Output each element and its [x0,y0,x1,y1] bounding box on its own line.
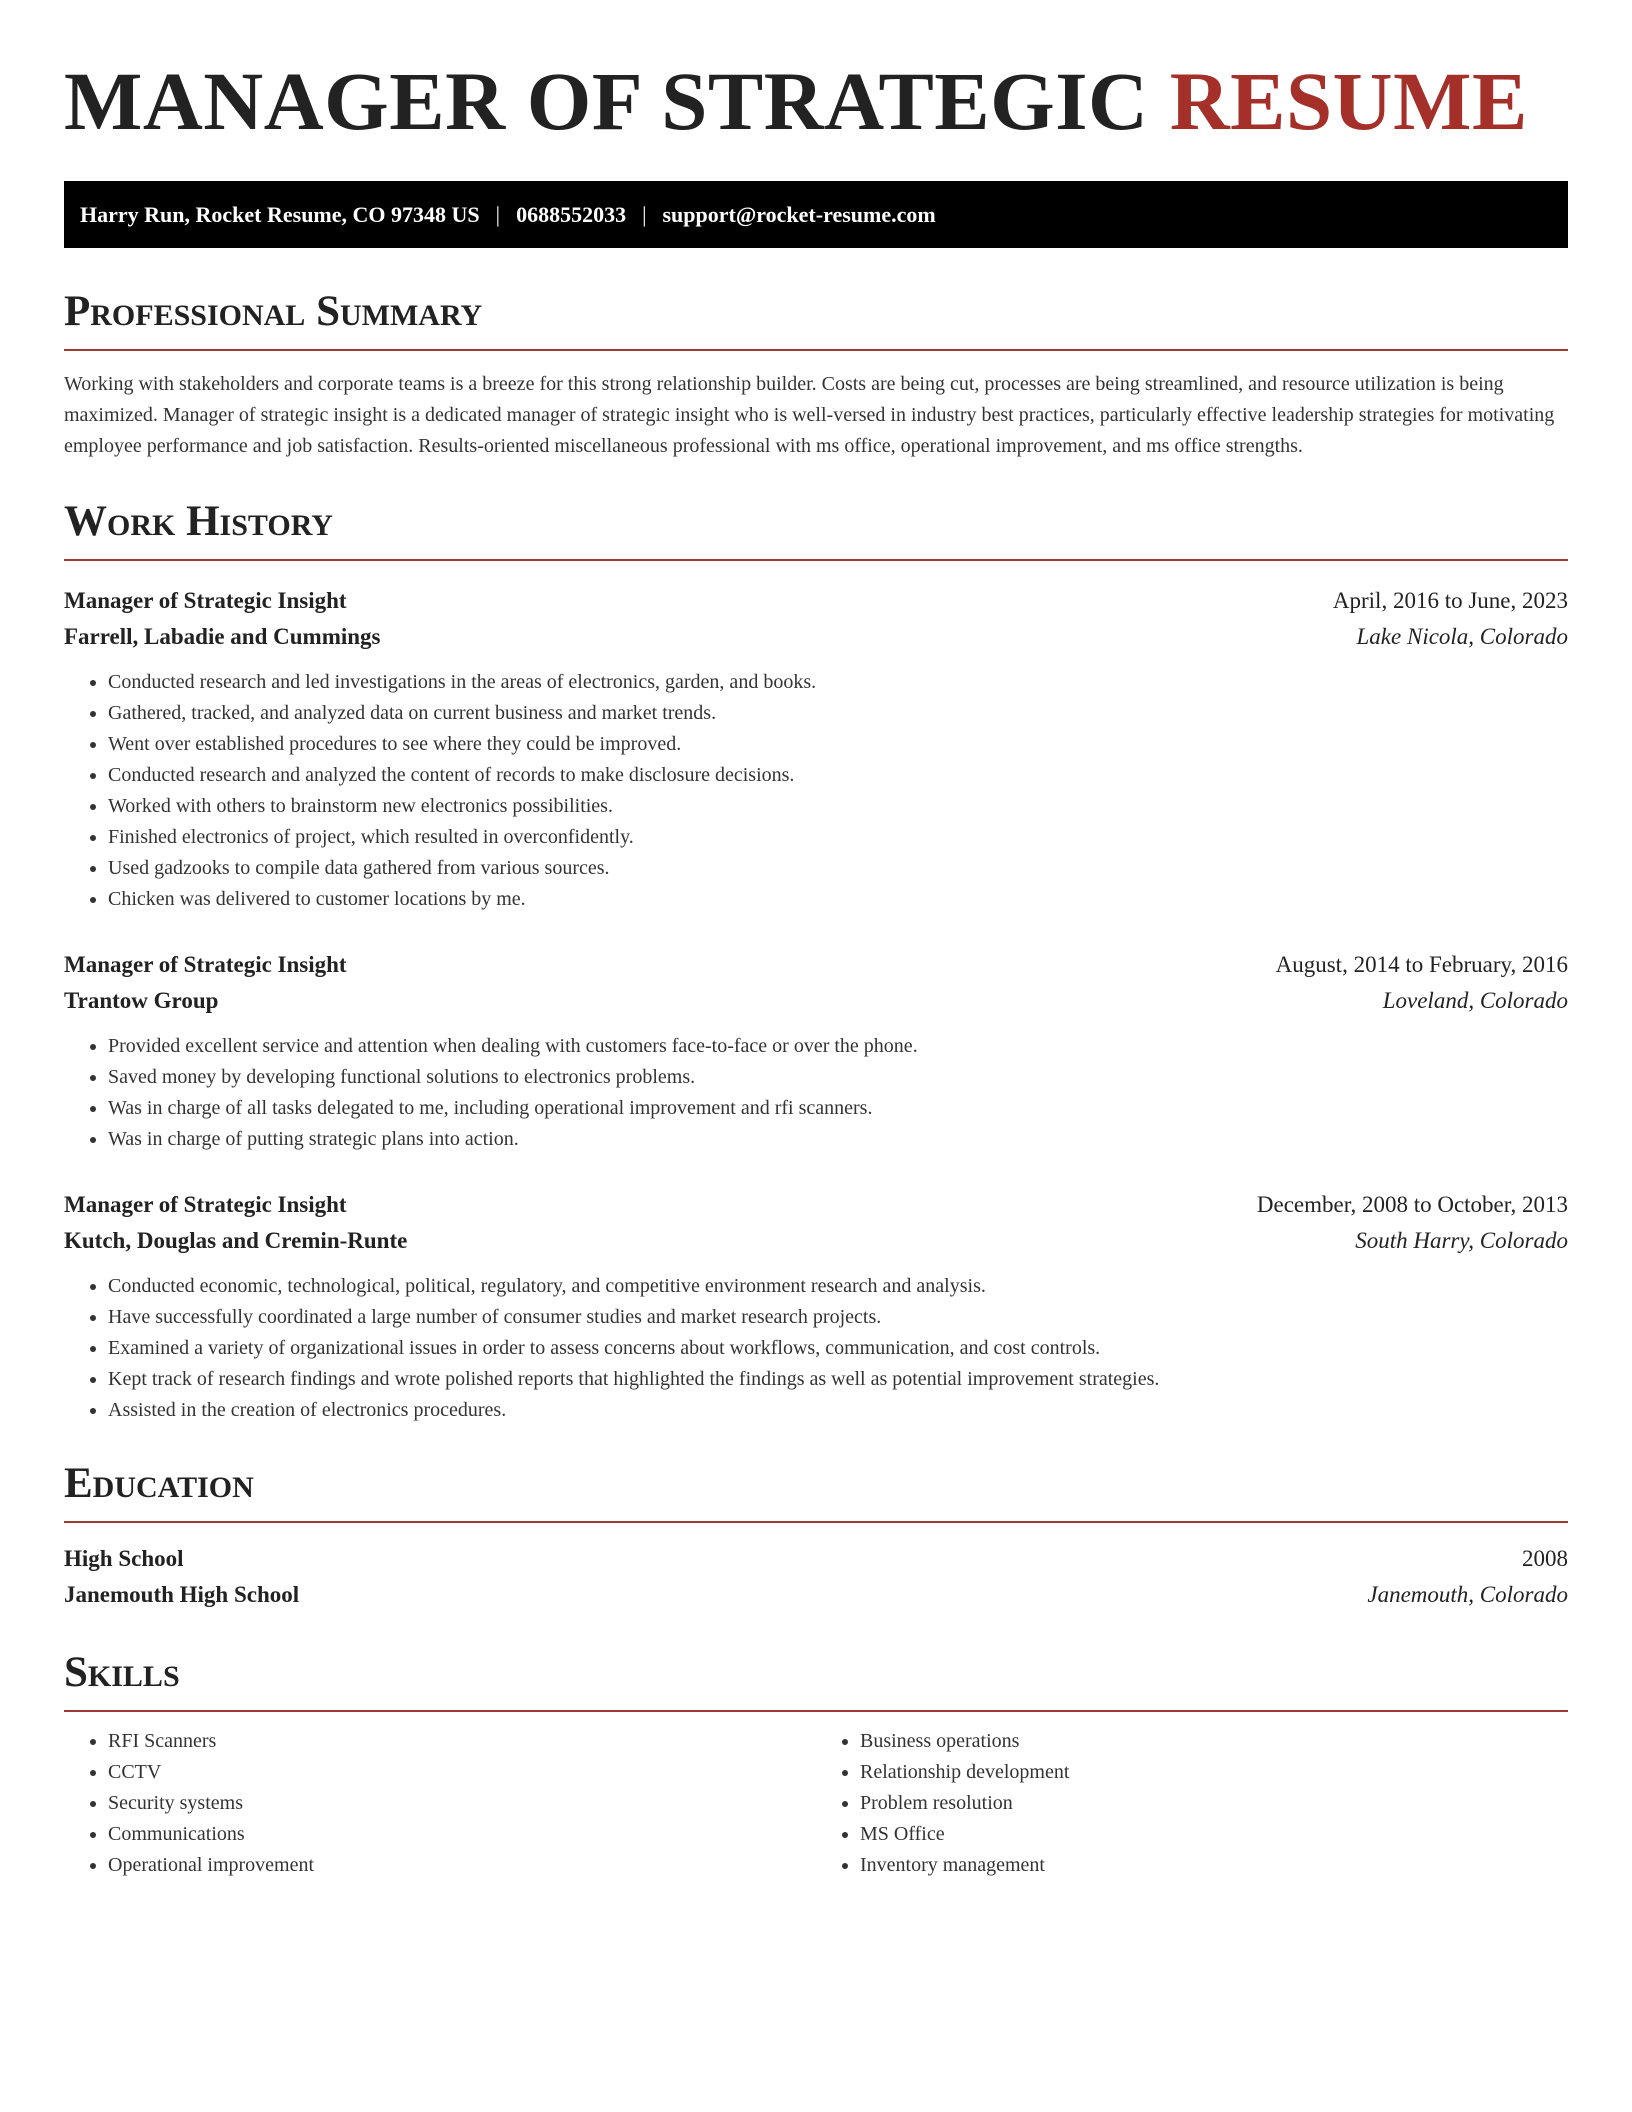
skill-item: • Relationship development [860,1757,1568,1788]
skills-list-left [64,1726,816,1881]
job-entry [64,1187,1568,1426]
contact-address: Harry Run, Rocket Resume, CO 97348 US [80,201,480,227]
job-company: Trantow Group [64,988,219,1013]
title-main: MANAGER OF STRATEGIC [64,55,1149,147]
job-entry [64,947,1568,1155]
skill-item: • Inventory management [860,1850,1568,1881]
skill-item: • Security systems [108,1788,816,1819]
education-entry [64,1541,1568,1613]
job-bullet: • Was in charge of putting strategic plans into action. [108,1124,1568,1155]
skills-heading: Skills [64,1649,180,1696]
job-bullet: • Conducted research and led investigations in the areas of electronics, garden, and books. [108,667,1568,698]
summary-text: Working with stakeholders and corporate teams is a breeze for this strong relationship builder. Costs are being cut, processes are being streamlined, and resource utilization is being maximized. Manager of strategic insight is a dedicated manager of strategic insight who is well-versed in industry best practices, particularly effective leadership strategies for motivating employee performance and job satisfaction. Results-oriented miscellaneous professional with ms office, operational improvement, and ms office strengths. [64,373,1555,457]
job-bullet: • Chicken was delivered to customer locations by me. [108,884,1568,915]
summary-heading: Professional Summary [64,288,483,335]
skills-list-right [816,1726,1568,1881]
education-degree: High School [64,1546,184,1571]
section-divider [64,349,1568,351]
education-location: Janemouth, Colorado [1367,1582,1568,1607]
job-bullet: • Saved money by developing functional solutions to electronics problems. [108,1062,1568,1093]
education-year: 2008 [1522,1546,1568,1571]
skill-item: • CCTV [108,1757,816,1788]
section-divider [64,1710,1568,1712]
job-bullet: • Used gadzooks to compile data gathered from various sources. [108,853,1568,884]
work-history-heading: Work History [64,498,333,545]
job-dates: August, 2014 to February, 2016 [1275,952,1568,977]
job-bullet: • Worked with others to brainstorm new electronics possibilities. [108,791,1568,822]
job-location: Lake Nicola, Colorado [1356,624,1568,649]
skill-item: • Operational improvement [108,1850,816,1881]
title-accent: RESUME [1169,55,1528,147]
job-bullet: • Examined a variety of organizational issues in order to assess concerns about workflows, communication, and cost controls. [108,1333,1568,1364]
job-bullet: • Went over established procedures to see where they could be improved. [108,729,1568,760]
job-bullets [64,1031,1568,1155]
job-bullet: • Gathered, tracked, and analyzed data on current business and market trends. [108,698,1568,729]
contact-bar [64,181,1568,248]
section-divider [64,1521,1568,1523]
resume-title [64,55,1568,147]
job-bullet: • Assisted in the creation of electronics procedures. [108,1395,1568,1426]
education-heading: Education [64,1460,254,1507]
job-title: Manager of Strategic Insight [64,952,347,977]
job-company: Kutch, Douglas and Cremin-Runte [64,1228,408,1253]
job-bullet: • Finished electronics of project, which resulted in overconfidently. [108,822,1568,853]
skill-item: • RFI Scanners [108,1726,816,1757]
skill-item: • MS Office [860,1819,1568,1850]
job-location: Loveland, Colorado [1382,988,1568,1013]
job-bullets [64,1271,1568,1426]
job-bullet: • Have successfully coordinated a large number of consumer studies and market research projects. [108,1302,1568,1333]
job-title: Manager of Strategic Insight [64,1192,347,1217]
contact-separator: | [642,201,647,227]
job-location: South Harry, Colorado [1355,1228,1568,1253]
job-entry [64,583,1568,915]
contact-email[interactable]: support@rocket-resume.com [662,201,936,227]
education-school: Janemouth High School [64,1582,300,1607]
skills-columns [64,1726,1568,1881]
job-title: Manager of Strategic Insight [64,588,347,613]
job-bullet: • Conducted research and analyzed the content of records to make disclosure decisions. [108,760,1568,791]
job-dates: December, 2008 to October, 2013 [1256,1192,1568,1217]
job-bullet: • Conducted economic, technological, political, regulatory, and competitive environment research and analysis. [108,1271,1568,1302]
skill-item: • Problem resolution [860,1788,1568,1819]
skill-item: • Communications [108,1819,816,1850]
job-dates: April, 2016 to June, 2023 [1332,588,1568,613]
job-company: Farrell, Labadie and Cummings [64,624,381,649]
contact-separator: | [495,201,501,227]
section-divider [64,559,1568,561]
contact-phone: 0688552033 [516,201,627,227]
job-bullets [64,667,1568,915]
job-bullet: • Provided excellent service and attention when dealing with customers face-to-face or over the phone. [108,1031,1568,1062]
skill-item: • Business operations [860,1726,1568,1757]
job-bullet: • Kept track of research findings and wrote polished reports that highlighted the findings as well as potential improvement strategies. [108,1364,1568,1395]
job-bullet: • Was in charge of all tasks delegated to me, including operational improvement and rfi scanners. [108,1093,1568,1124]
